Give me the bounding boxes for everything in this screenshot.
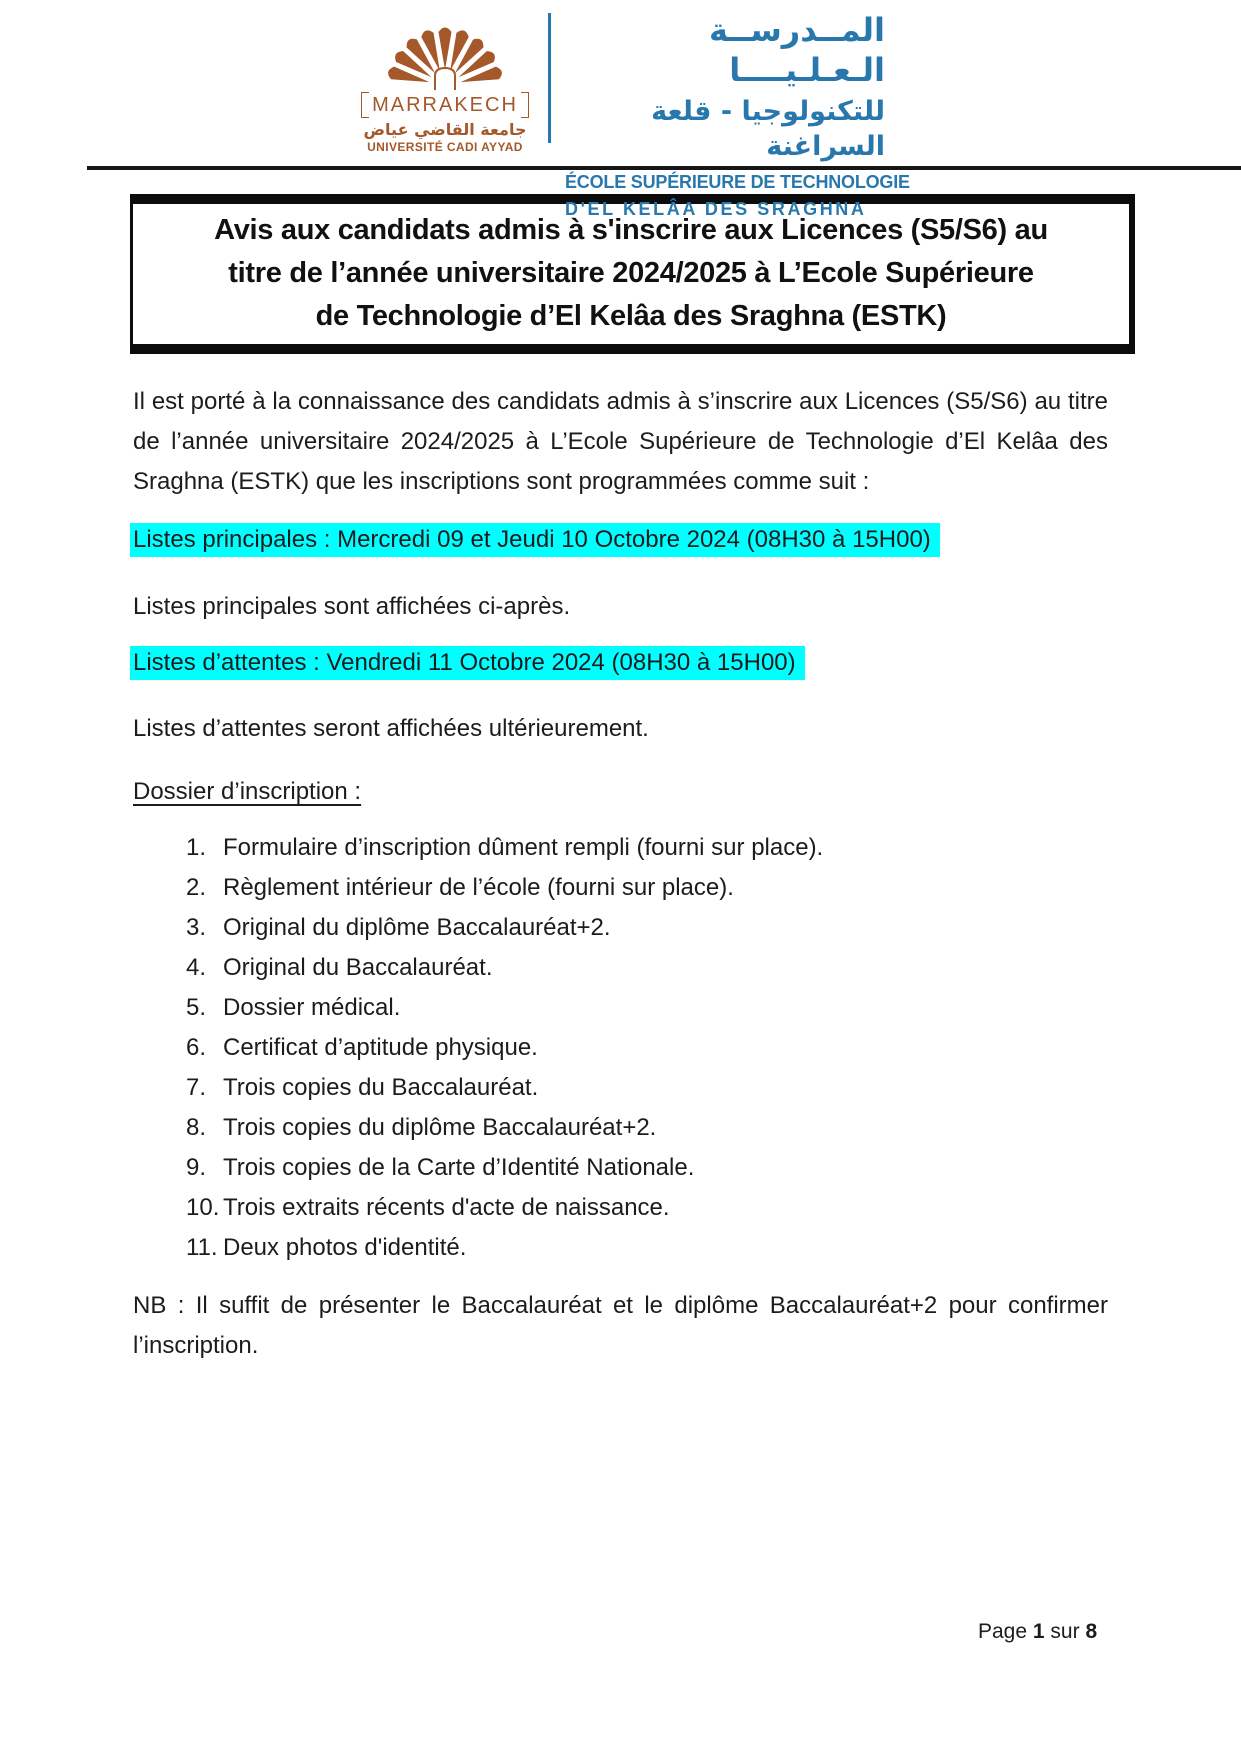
waiting-lists-highlight: Listes d’attentes : Vendredi 11 Octobre 2024 (08H30 à 15H00) xyxy=(130,646,805,680)
item-number: 8. xyxy=(186,1114,207,1141)
dossier-heading xyxy=(133,772,1108,812)
item-text: Formulaire d’inscription dûment rempli (fourni sur place). xyxy=(223,834,824,861)
school-arabic-line1: المــدرســة الـعـلـيــــا xyxy=(709,11,885,89)
item-text: Original du Baccalauréat. xyxy=(223,954,493,981)
page-footer xyxy=(978,1620,1097,1644)
item-number: 1. xyxy=(186,834,207,861)
main-lists-schedule xyxy=(133,520,1108,560)
waiting-lists-note: Listes d’attentes seront affichées ultérieurement. xyxy=(133,715,649,742)
school-french-line2: D'EL KELÂA DES SRAGHNA xyxy=(565,199,867,220)
notice-title-line-3: de Technologie d’El Kelâa des Sraghna (ESTK) xyxy=(315,300,947,332)
item-text: Trois copies du diplôme Baccalauréat+2. xyxy=(223,1114,657,1141)
list-item xyxy=(186,1188,1108,1228)
item-text: Trois copies de la Carte d’Identité Nationale. xyxy=(223,1154,695,1181)
required-documents-list xyxy=(133,828,1108,1268)
notice-title-line-1: Avis aux candidats admis à s'inscrire aux Licences (S5/S6) au xyxy=(214,214,1048,246)
header-divider xyxy=(548,13,551,143)
notice-title-box xyxy=(130,194,1135,354)
footer-sur-label: sur xyxy=(1050,1620,1080,1643)
main-lists-highlight: Listes principales : Mercredi 09 et Jeudi 10 Octobre 2024 (08H30 à 15H00) xyxy=(130,523,940,557)
list-item xyxy=(186,828,1108,868)
item-number: 4. xyxy=(186,954,207,981)
notice-body xyxy=(133,382,1108,1366)
school-french-line1: ÉCOLE SUPÉRIEURE DE TECHNOLOGIE xyxy=(565,172,910,193)
palm-arch-icon xyxy=(375,8,515,90)
list-item xyxy=(186,948,1108,988)
nb-paragraph: NB : Il suffit de présenter le Baccalauréat et le diplôme Baccalauréat+2 pour confirmer l’inscription. xyxy=(133,1292,1108,1359)
list-item xyxy=(186,1108,1108,1148)
list-item xyxy=(186,1228,1108,1268)
footer-page-label: Page xyxy=(978,1620,1028,1643)
item-number: 11. xyxy=(186,1234,218,1261)
list-item xyxy=(186,908,1108,948)
footer-page-number: 1 xyxy=(1032,1620,1045,1643)
item-text: Trois extraits récents d'acte de naissance. xyxy=(223,1194,670,1221)
footer-total-pages: 8 xyxy=(1085,1620,1098,1643)
letterhead xyxy=(0,0,1241,220)
list-item xyxy=(186,988,1108,1028)
item-text: Trois copies du Baccalauréat. xyxy=(223,1074,539,1101)
item-text: Règlement intérieur de l’école (fourni sur place). xyxy=(223,874,734,901)
item-number: 6. xyxy=(186,1034,207,1061)
school-name-block xyxy=(565,8,910,220)
main-lists-note: Listes principales sont affichées ci-après. xyxy=(133,593,571,620)
school-arabic-line2: للتكنولوجيا - قلعة السراغنة xyxy=(651,96,885,163)
item-number: 10. xyxy=(186,1194,220,1221)
logo-university-name: UNIVERSITÉ CADI AYYAD xyxy=(367,140,523,154)
item-number: 2. xyxy=(186,874,207,901)
dossier-heading-text: Dossier d’inscription : xyxy=(133,778,362,805)
notice-title-line-2: titre de l’année universitaire 2024/2025 à L’Ecole Supérieure xyxy=(228,257,1034,289)
item-text: Deux photos d'identité. xyxy=(223,1234,467,1261)
logo-arabic-name: جامعة القاضي عياض xyxy=(363,120,527,139)
item-number: 5. xyxy=(186,994,207,1021)
item-text: Certificat d’aptitude physique. xyxy=(223,1034,538,1061)
item-text: Original du diplôme Baccalauréat+2. xyxy=(223,914,611,941)
university-logo xyxy=(356,8,534,153)
item-number: 9. xyxy=(186,1154,207,1181)
list-item xyxy=(186,1068,1108,1108)
logo-city-label: MARRAKECH xyxy=(361,92,529,118)
item-text: Dossier médical. xyxy=(223,994,401,1021)
list-item xyxy=(186,1028,1108,1068)
list-item xyxy=(186,868,1108,908)
list-item xyxy=(186,1148,1108,1188)
item-number: 3. xyxy=(186,914,207,941)
waiting-lists-schedule xyxy=(133,643,1108,683)
item-number: 7. xyxy=(186,1074,207,1101)
intro-paragraph: Il est porté à la connaissance des candidats admis à s’inscrire aux Licences (S5/S6) au titre de l’année universitaire 2024/2025 à L’Ecole Supérieure de Technologie d’El Kelâa des Sraghna (ESTK) que les inscriptions sont programmées comme suit : xyxy=(133,388,1108,495)
